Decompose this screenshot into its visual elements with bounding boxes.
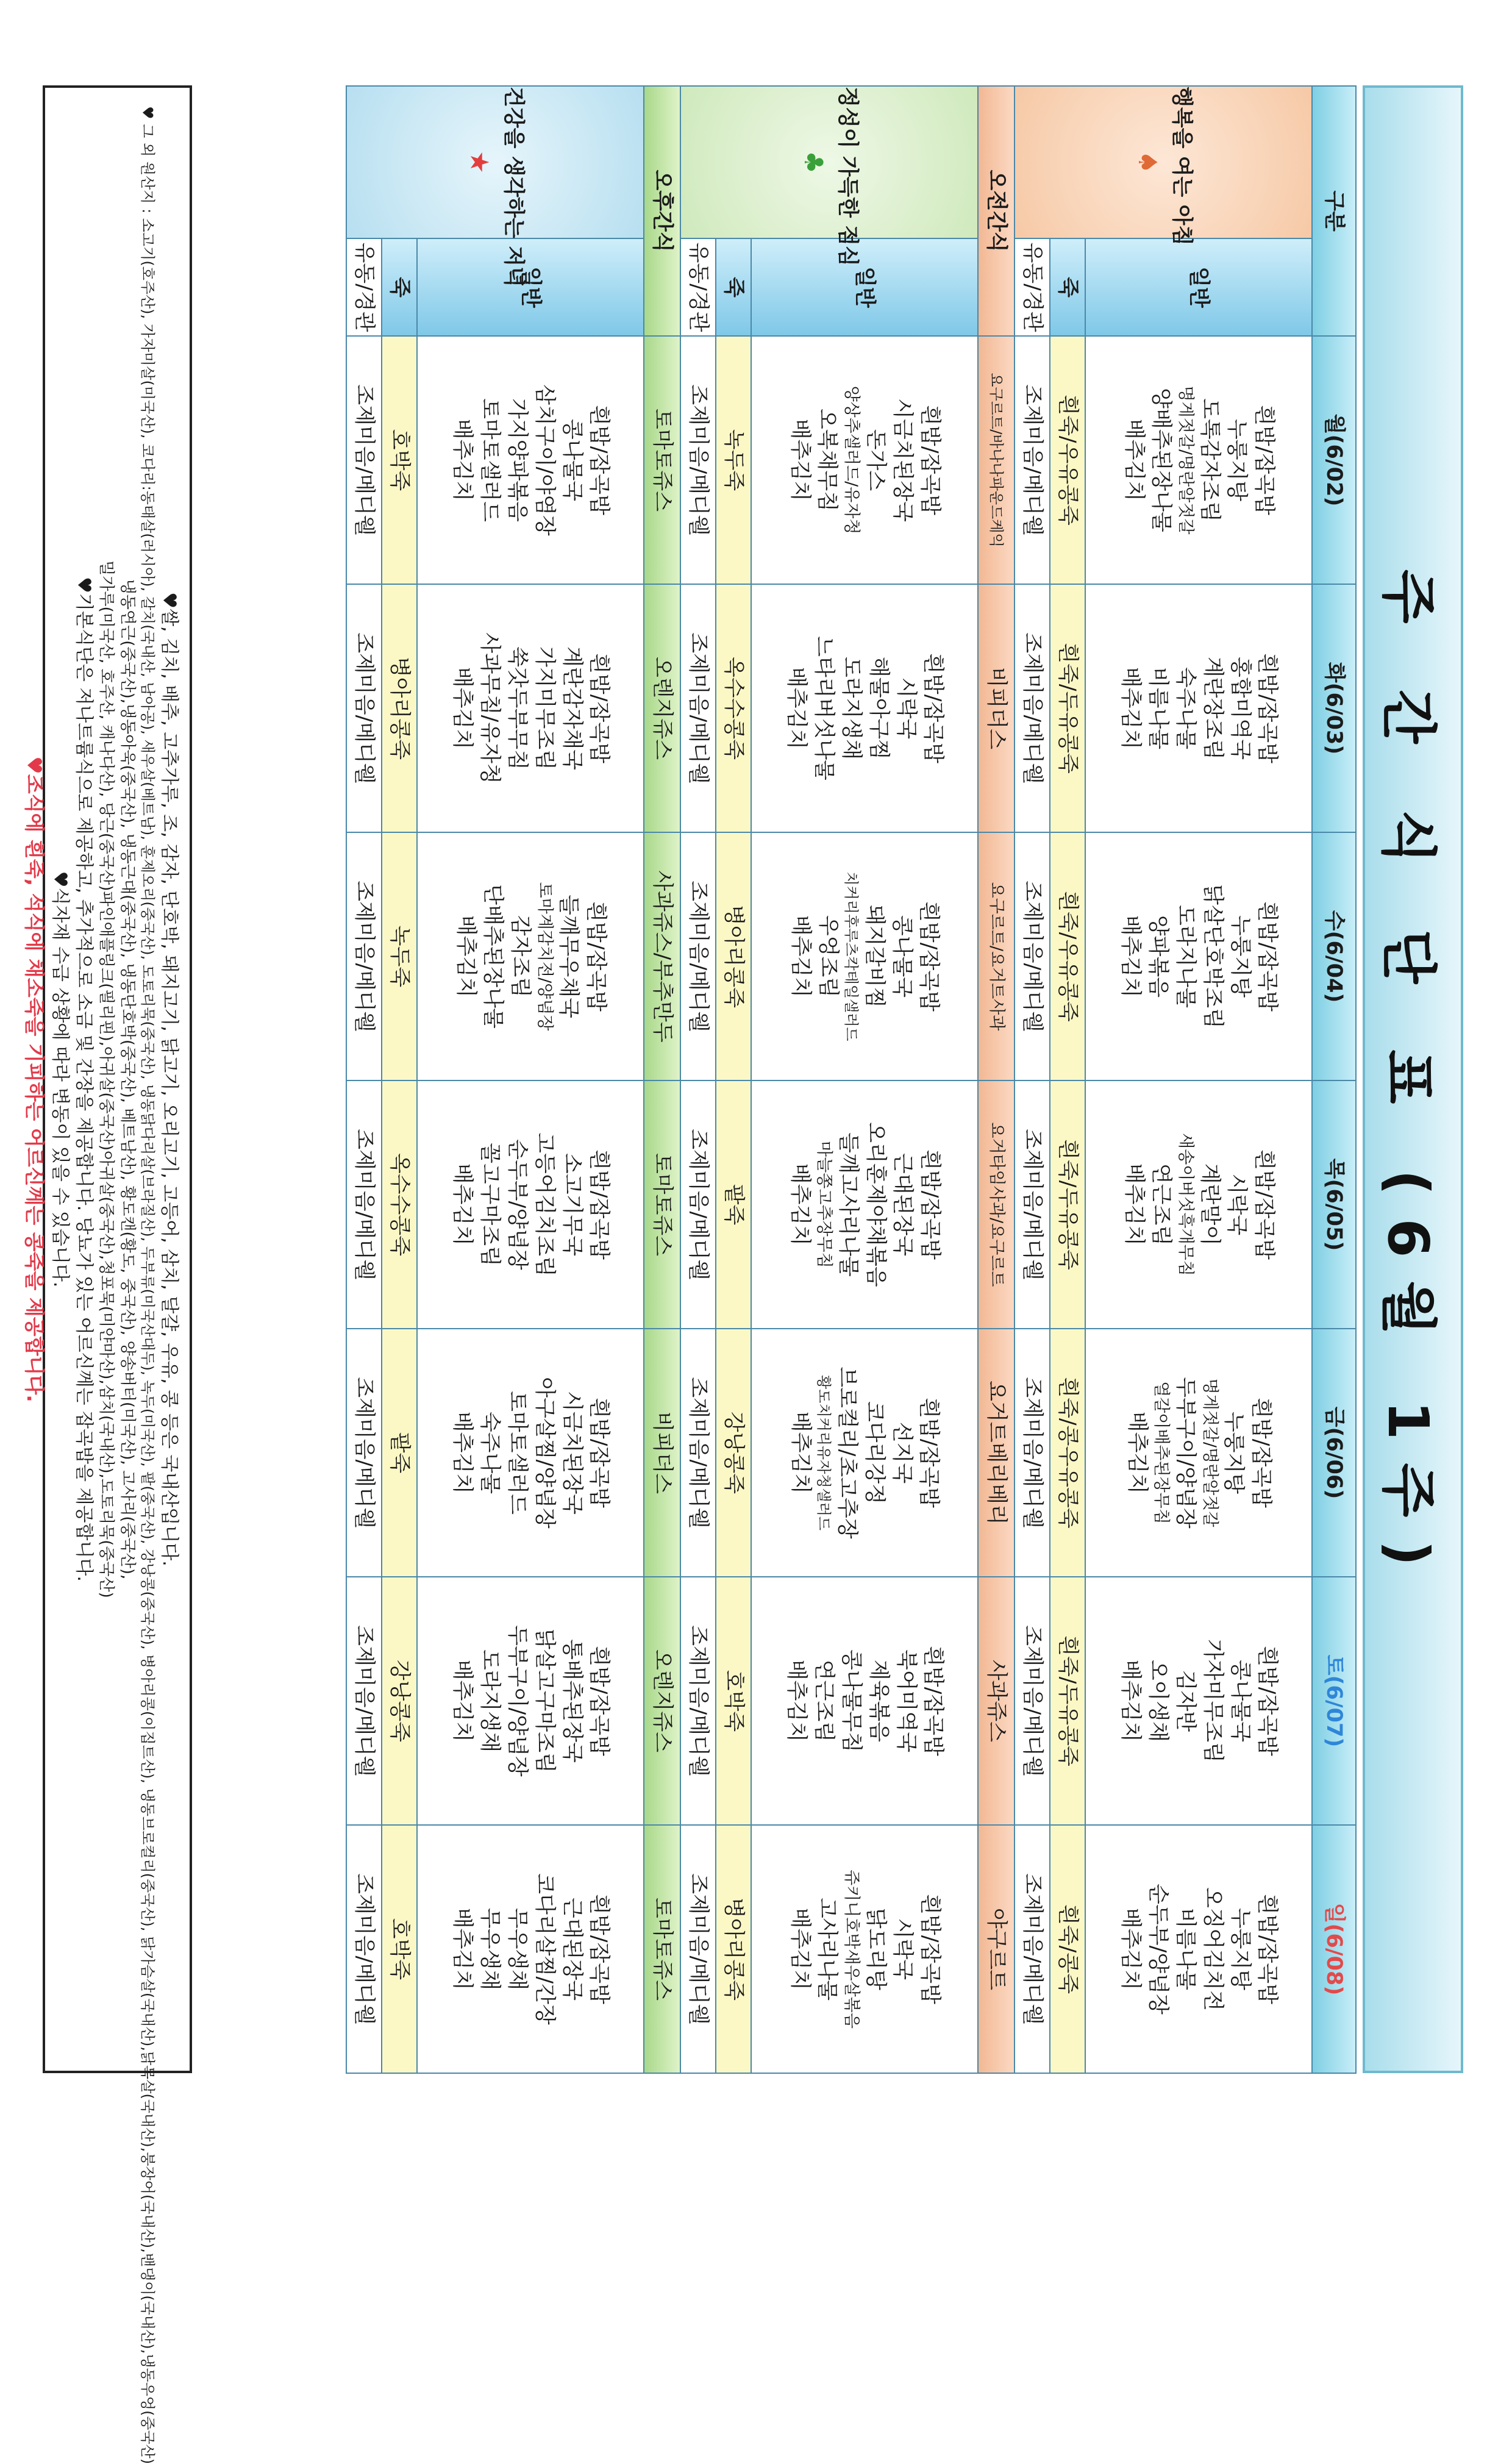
menu-cell: 팥죽 [382, 1329, 417, 1577]
diet-type-tube: 유동/경관 [680, 238, 716, 336]
header-corner: 구분 [1312, 86, 1356, 336]
menu-cell: 흰죽/콩죽 [1050, 1825, 1085, 2073]
menu-cell: 흰죽/두유콩죽 [1050, 584, 1085, 832]
menu-cell: 흰밥/잡곡밥 시금치된장국 돈가스 양상추샐러드/유자청 오복채무침 배추김치 [751, 336, 978, 584]
menu-cell: 조제미음/메디웰 [346, 1329, 382, 1577]
menu-cell: 흰죽/두유콩죽 [1050, 1577, 1085, 1825]
spade-icon: ♠ [1133, 151, 1163, 174]
menu-cell: 조제미음/메디웰 [680, 336, 716, 584]
header-day: 수(6/04) [1312, 832, 1356, 1080]
meal-label-line: 점심 [835, 225, 860, 266]
meal-label-line: 아침 [1169, 204, 1194, 246]
note-line: ♥기본식단은 저나트륨식으로 제공하고, 추가적으로 소금 및 간장을 제공합니다. 당뇨가 있는 어르신께는 잡곡밥을 제공합니다. [73, 577, 95, 1582]
header-row [1312, 86, 1356, 2073]
note-line: ♥ 그 외 원산지 : 소고기(호주산), 가자미살(미국산), 코다리:동태살(러시아), 갈치(국내산, 남아공), 새우살(베트남), 훈제오리(중국산), 도토리묵(중국산), 냉동닭다리살(브라질산), 두부류(미국산대두), 녹두(미국산), 팥(중국산), 강낭콩(중국산), 병아리콩(이집트산), 냉동브로컬리(중국산), 닭가슴살(국내산),닭목살(국내산),붕장어(국내산),밴댕이(국내산),냉동우엉(중국산) [139, 106, 157, 2464]
header-day: 금(6/06) [1312, 1329, 1356, 1577]
pm-snack-row [644, 86, 680, 2073]
menu-cell: 조제미음/메디웰 [680, 1577, 716, 1825]
menu-cell: 흰밥/잡곡밥 소고기무국 고등어김치조림 순두부/양념장 꼴고구마조림 배추김치 [417, 1080, 644, 1329]
menu-cell: 흰죽/우유콩죽 [1050, 832, 1085, 1080]
menu-cell: 조제미음/메디웰 [346, 1825, 382, 2073]
diet-type-tube: 유동/경관 [346, 238, 382, 336]
menu-cell: 야구르트 [978, 1825, 1015, 2073]
menu-cell: 팥죽 [716, 1080, 751, 1329]
menu-frame [22, 85, 1463, 2464]
header-day-saturday: 토(6/07) [1312, 1577, 1356, 1825]
meal-label-line: 저녁 [501, 246, 526, 287]
meal-label-line: 생각하는 [501, 155, 526, 238]
pm-snack-label: 오후간식 [644, 86, 680, 336]
menu-cell: 호박죽 [382, 1825, 417, 2073]
menu-cell: 호박죽 [716, 1577, 751, 1825]
am-snack-row [978, 86, 1015, 2073]
menu-cell: 흰밥/잡곡밥 선지국 코다리강정 브로컬리/초고추장 황도치커리유자청샐러드 배추김치 [751, 1329, 978, 1577]
menu-cell: 요거트베리베리 [978, 1329, 1015, 1577]
menu-cell: 병아리콩죽 [716, 1825, 751, 2073]
menu-cell: 조제미음/메디웰 [680, 1825, 716, 2073]
menu-cell: 흰밥/잡곡밥 홍합미역국 계란장조림 숙주나물 비름나물 배추김치 [1085, 584, 1312, 832]
header-day-sunday: 일(6/08) [1312, 1825, 1356, 2073]
menu-cell: 흰밥/잡곡밥 누룽지탕 명게젓갈/명란알젓갈 두부구이/양념장 열갈이배추된장무침 배추김치 [1085, 1329, 1312, 1577]
am-snack-label: 오전간식 [978, 86, 1015, 336]
menu-cell: 옥수수콩죽 [382, 1080, 417, 1329]
lunch-label [680, 86, 978, 266]
menu-cell: 흰밥/잡곡밥 시락국 닭도리탕 쥬키니호박새우살볶음 고사리나물 배추김치 [751, 1825, 978, 2073]
menu-cell: 요구르트/요거트사과 [978, 832, 1015, 1080]
breakfast-porridge-row [1050, 86, 1085, 2073]
menu-cell: 흰밥/잡곡밥 계란감자채국 가지미무조림 쑥갓두부무침 사과무침/유자청 배추김치 [417, 584, 644, 832]
menu-cell: 사과쥬스 [978, 1577, 1015, 1825]
menu-cell: 강낭콩죽 [716, 1329, 751, 1577]
meal-label-line: 가득한 [835, 155, 860, 218]
menu-cell: 녹두죽 [382, 832, 417, 1080]
note-line: ♥쌀, 김치, 배추, 고추가루, 조, 감자, 단호박, 돼지고기, 닭고기, 오리고기, 고등어, 삼치, 달걀, 우유, 콩 등은 국내산입니다. [159, 592, 180, 1566]
menu-cell: 조제미음/메디웰 [346, 584, 382, 832]
meal-label-line: 행복을 [1169, 87, 1194, 149]
menu-cell: 조제미음/메디웰 [346, 832, 382, 1080]
menu-cell: 조제미음/메디웰 [1015, 336, 1050, 584]
notes-box [22, 85, 192, 2464]
menu-cell: 조제미음/메디웰 [346, 1577, 382, 1825]
header-day: 화(6/03) [1312, 584, 1356, 832]
menu-cell: 조제미음/메디웰 [680, 1329, 716, 1577]
menu-cell: 병아리콩죽 [382, 584, 417, 832]
menu-cell: 흰밥/잡곡밥 누룽지탕 닭살단호박조림 도라지나물 양파볶음 배추김치 [1085, 832, 1312, 1080]
menu-cell: 흰밥/잡곡밥 통배추된장국 닭살고구마조림 두부구이/양념장 도라지생채 배추김치 [417, 1577, 644, 1825]
menu-cell: 토마토쥬스 [644, 1825, 680, 2073]
menu-cell: 흰밥/잡곡밥 콩나물국 삼치구이/야염장 가지양파볶음 토마토샐러드 배추김치 [417, 336, 644, 584]
menu-cell: 흰밥/잡곡밥 콩나물국 가자미무조림 김자반 오이생채 배추김치 [1085, 1577, 1312, 1825]
weekly-menu-table [346, 85, 1357, 2074]
menu-cell: 병아리콩죽 [716, 832, 751, 1080]
menu-cell: 흰밥/잡곡밥 누룽지탕 도톡감자조림 명게젓갈/명란알젓갈 양배추된장나물 배추김치 [1085, 336, 1312, 584]
menu-cell: 조제미음/메디웰 [1015, 1577, 1050, 1825]
menu-cell: 흰밥/잡곡밥 시금치된장국 아구살찜/양념장 토마토샐러드 숙주나물 배추김치 [417, 1329, 644, 1577]
breakfast-tube-row [1015, 86, 1050, 2073]
menu-cell: 조제미음/메디웰 [1015, 584, 1050, 832]
title-banner [1363, 85, 1463, 2073]
note-warning: ♥조식에 흰죽, 석식에 채소죽을 기피하는 어르신께는 콩죽을 제공합니다. [22, 756, 46, 1402]
menu-cell: 흰밥/잡곡밥 누룽지탕 오징어김치전 비름나물 순두부/양념장 배추김치 [1085, 1825, 1312, 2073]
header-day: 목(6/05) [1312, 1080, 1356, 1329]
menu-cell: 녹두죽 [716, 336, 751, 584]
menu-cell: 흰죽/콩우유콩죽 [1050, 1329, 1085, 1577]
dinner-regular-row [417, 86, 644, 2073]
meal-label-line: 여는 [1169, 155, 1194, 198]
menu-cell: 토마토쥬스 [644, 1080, 680, 1329]
diet-type-regular: 일반 [751, 238, 978, 336]
menu-cell: 흰죽/두유콩죽 [1050, 1080, 1085, 1329]
menu-cell: 조제미음/메디웰 [1015, 1825, 1050, 2073]
menu-cell: 조제미음/메디웰 [1015, 832, 1050, 1080]
menu-cell: 호박죽 [382, 336, 417, 584]
menu-cell: 조제미음/메디웰 [1015, 1329, 1050, 1577]
menu-cell: 흰밥/잡곡밥 북어미역국 제육볶음 콩나물무침 연근조림 배추김치 [751, 1577, 978, 1825]
dinner-tube-row [346, 86, 382, 2073]
menu-cell: 흰밥/잡곡밥 시락국 해물아구찜 도라지생채 느타리버섯나물 배추김치 [751, 584, 978, 832]
meal-label-line: 건강을 [501, 87, 526, 149]
menu-cell: 조제미음/메디웰 [1015, 1080, 1050, 1329]
note-line: ♥식자재 수급 상황에 따라 변동이 있을 수 있습니다. [49, 871, 71, 1288]
menu-cell: 흰밥/잡곡밥 시락국 계란말이 새송이버섯흑개무침 연근조림 배추김치 [1085, 1080, 1312, 1329]
diet-type-porridge: 죽 [716, 238, 751, 336]
diet-type-regular: 일반 [1085, 238, 1312, 336]
breakfast-regular-row [1085, 86, 1312, 2073]
lunch-tube-row [680, 86, 716, 2073]
lunch-regular-row [751, 86, 978, 2073]
menu-cell: 오렌지쥬스 [644, 1577, 680, 1825]
diet-type-regular: 일반 [417, 238, 644, 336]
menu-cell: 강낭콩죽 [382, 1577, 417, 1825]
star-icon: ★ [465, 151, 495, 174]
menu-cell: 옥수수콩죽 [716, 584, 751, 832]
menu-cell: 비피더스 [644, 1329, 680, 1577]
club-icon: ♣ [799, 151, 829, 174]
diet-type-porridge: 죽 [1050, 238, 1085, 336]
meal-label-line: 정성이 [835, 87, 860, 149]
menu-cell: 흰죽/우유콩죽 [1050, 336, 1085, 584]
diet-type-porridge: 죽 [382, 238, 417, 336]
menu-cell: 조제미음/메디웰 [346, 336, 382, 584]
menu-cell: 흰밥/잡곡밥 콩나물국 돼지갈비찜 치커리후루츠칵테일샐러드 우엉조림 배추김치 [751, 832, 978, 1080]
menu-cell: 오렌지쥬스 [644, 584, 680, 832]
note-line: 냉동연근(중국산),냉동아욱(중국산), 냉동근대(중국산), 냉동단호박(중국산), 베트남산), 황도캔(황도, 중국산), 양송버터(미국산), 고사리(중국산), [118, 579, 137, 1580]
menu-cell: 토마토쥬스 [644, 336, 680, 584]
menu-cell: 사과쥬스/부추만두 [644, 832, 680, 1080]
menu-cell: 요구르트/바나나파운드케익 [978, 336, 1015, 584]
dinner-porridge-row [382, 86, 417, 2073]
menu-cell: 조제미음/메디웰 [346, 1080, 382, 1329]
page-title: 주 간 식 단 표 (6월 1주) [1375, 569, 1441, 1590]
lunch-porridge-row [716, 86, 751, 2073]
menu-cell: 조제미음/메디웰 [680, 832, 716, 1080]
note-line: 밀가루(미국산, 호주산, 캐나다산), 당근(중국산)파인애플링크(필리핀),아귀살(중국산)아귀살(중국산),청포묵(미얀마산),삼치(국내산),도토리묵(중국산) [97, 560, 116, 1598]
menu-cell: 조제미음/메디웰 [680, 1080, 716, 1329]
menu-cell: 조제미음/메디웰 [680, 584, 716, 832]
menu-cell: 비피더스 [978, 584, 1015, 832]
menu-cell: 흰밥/잡곡밥 근대된장국 오리훈제야채볶음 들깨고사리나물 마늘쫑고추장무침 배추김치 [751, 1080, 978, 1329]
diet-type-tube: 유동/경관 [1015, 238, 1050, 336]
menu-cell: 흰밥/잡곡밥 근대된장국 코다리살찜/간장 무우생채 무우생채 배추김치 [417, 1825, 644, 2073]
breakfast-label [1015, 86, 1312, 246]
header-day: 월(6/02) [1312, 336, 1356, 584]
menu-cell: 요거타임사과/요구르트 [978, 1080, 1015, 1329]
menu-cell: 흰밥/잡곡밥 들깨무우채국 토마계감치전/양념장 감자조림 단배추된장나물 배추김치 [417, 832, 644, 1080]
